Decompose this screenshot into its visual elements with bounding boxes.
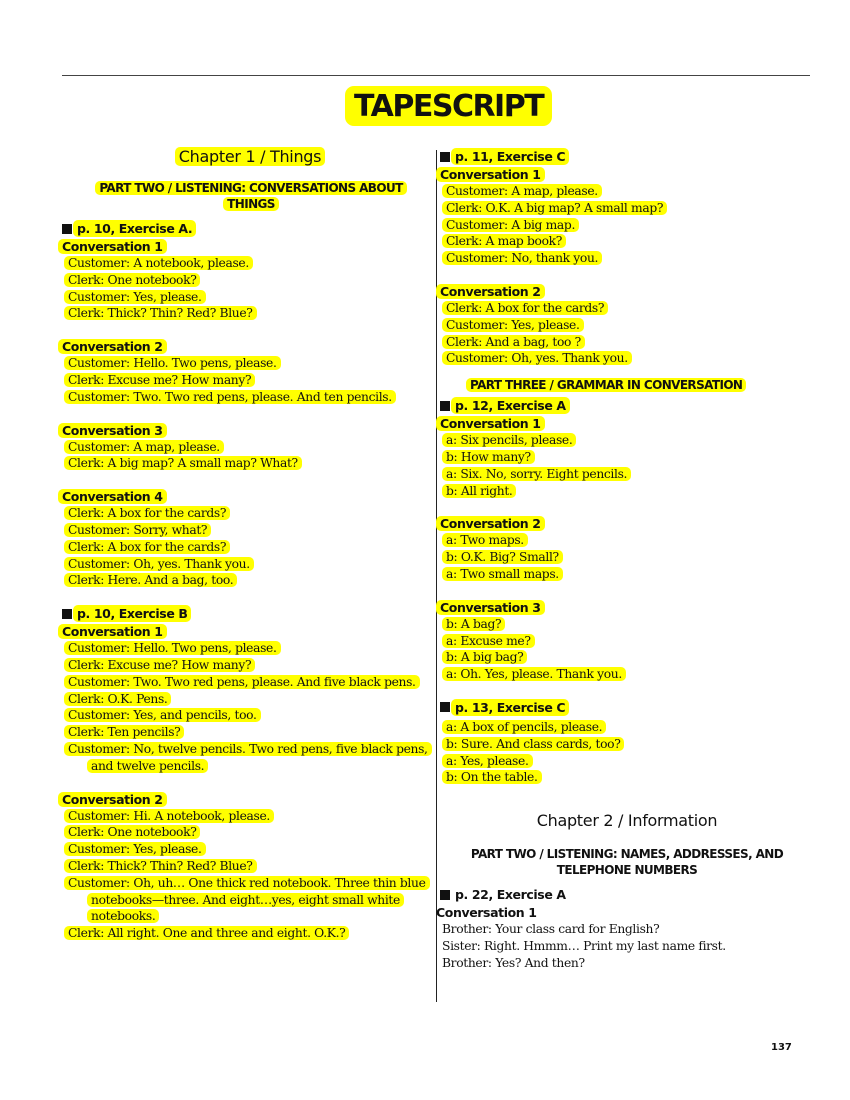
dialogue-line: Clerk: A box for the cards? — [61, 505, 434, 522]
dialogue-line: a: Oh. Yes, please. Thank you. — [439, 666, 800, 683]
dialogue-line: a: Yes, please. — [439, 753, 800, 770]
dialogue-line: Clerk: A box for the cards? — [61, 539, 434, 556]
conversation-title: Conversation 1 — [436, 905, 537, 921]
dialogue-line: Customer: Two. Two red pens, please. And five black pens. — [61, 674, 434, 691]
dialogue-line: Customer: A notebook, please. — [61, 255, 434, 272]
dialogue-line: Clerk: Here. And a bag, too. — [61, 572, 434, 589]
dialogue-line: b: A big bag? — [439, 649, 800, 666]
exercise-label: p. 10, Exercise A. — [73, 220, 196, 237]
dialogue-line: Clerk: A map book? — [439, 233, 800, 250]
dialogue-line: Clerk: One notebook? — [61, 824, 434, 841]
conversation — [62, 791, 434, 942]
conversation-title: Conversation 3 — [440, 599, 800, 616]
square-bullet-icon — [440, 890, 450, 900]
dialogue-line: Customer: No, twelve pencils. Two red pens, five black pens, and twelve pencils. — [61, 741, 434, 775]
dialogue-line: Clerk: Ten pencils? — [61, 724, 434, 741]
dialogue-line: Customer: Oh, yes. Thank you. — [439, 350, 800, 367]
dialogue-line: Customer: Hello. Two pens, please. — [61, 355, 434, 372]
dialogue-line: b: On the table. — [439, 769, 800, 786]
exercise-label: p. 22, Exercise A — [455, 887, 566, 903]
conversation — [62, 488, 434, 589]
dialogue-line: Customer: Yes, please. — [61, 841, 434, 858]
exercise-heading — [440, 886, 800, 903]
dialogue-line: Customer: Two. Two red pens, please. And ten pencils. — [61, 389, 434, 406]
square-bullet-icon — [440, 152, 450, 162]
exercise-label: p. 12, Exercise A — [451, 397, 570, 414]
chapter-title: Chapter 2 / Information — [536, 811, 718, 831]
exercise-a-conversations — [62, 238, 434, 589]
dialogue-line: Brother: Your class card for English? — [442, 922, 660, 937]
square-bullet-icon — [440, 702, 450, 712]
left-column — [62, 146, 434, 958]
chapter-heading — [440, 810, 800, 832]
part-heading — [470, 377, 800, 393]
conversation — [440, 166, 800, 267]
dialogue-line: Clerk: O.K. A big map? A small map? — [439, 200, 800, 217]
conversation-title: Conversation 2 — [62, 338, 434, 355]
conversation — [62, 422, 434, 473]
conversation-title: Conversation 2 — [440, 515, 800, 532]
exercise-label: p. 13, Exercise C — [451, 699, 569, 716]
dialogue-line: Clerk: Excuse me? How many? — [61, 657, 434, 674]
exercise-label: p. 10, Exercise B — [73, 605, 191, 622]
part-title: PART TWO / LISTENING: NAMES, ADDRESSES, AND TELEPHONE NUMBERS — [470, 847, 784, 878]
dialogue-line: Customer: Yes, please. — [439, 317, 800, 334]
conversation-title: Conversation 2 — [62, 791, 434, 808]
dialogue-line: a: Six. No, sorry. Eight pencils. — [439, 466, 800, 483]
conversation — [440, 415, 800, 499]
dialogue-line: Customer: Yes, and pencils, too. — [61, 707, 434, 724]
dialogue-line: Customer: Hi. A notebook, please. — [61, 808, 434, 825]
right-column — [436, 146, 800, 972]
dialogue-line: Clerk: Thick? Thin? Red? Blue? — [61, 305, 434, 322]
exercise-heading — [62, 605, 434, 622]
dialogue-line: Customer: Oh, yes. Thank you. — [61, 556, 434, 573]
dialogue-line: Clerk: A big map? A small map? What? — [61, 455, 434, 472]
square-bullet-icon — [62, 609, 72, 619]
exercise-12a-conversations — [440, 415, 800, 683]
square-bullet-icon — [440, 401, 450, 411]
dialogue-line: Customer: A map, please. — [61, 439, 434, 456]
dialogue-line: a: Six pencils, please. — [439, 432, 800, 449]
conversation-title: Conversation 1 — [440, 415, 800, 432]
dialogue-line: Clerk: Thick? Thin? Red? Blue? — [61, 858, 434, 875]
part-heading — [440, 846, 800, 878]
dialogue-line: Customer: A big map. — [439, 217, 800, 234]
conversation — [440, 515, 800, 582]
dialogue-line: Clerk: A box for the cards? — [439, 300, 800, 317]
chapter-title: Chapter 1 / Things — [175, 147, 325, 166]
conversation-title: Conversation 1 — [440, 166, 800, 183]
dialogue-line: Sister: Right. Hmmm… Print my last name first. — [442, 938, 726, 953]
dialogue-line: Clerk: O.K. Pens. — [61, 691, 434, 708]
conversation-title: Conversation 1 — [62, 623, 434, 640]
part-heading — [62, 180, 434, 212]
conversation — [62, 338, 434, 405]
conversation — [62, 623, 434, 774]
part-title: PART TWO / LISTENING: CONVERSATIONS ABOUT THINGS — [95, 181, 406, 211]
conversation — [440, 719, 800, 786]
dialogue-line: Customer: Sorry, what? — [61, 522, 434, 539]
dialogue-line: b: O.K. Big? Small? — [439, 549, 800, 566]
exercise-b-conversations — [62, 623, 434, 942]
exercise-c-conversations — [440, 166, 800, 367]
exercise-heading — [440, 699, 800, 716]
part-title: PART THREE / GRAMMAR IN CONVERSATION — [466, 378, 746, 392]
page-title: TAPESCRIPT — [345, 86, 552, 126]
dialogue-line: a: Two maps. — [439, 532, 800, 549]
dialogue-line: Customer: Yes, please. — [61, 289, 434, 306]
exercise-heading — [440, 397, 800, 414]
chapter-heading — [62, 146, 434, 168]
square-bullet-icon — [62, 224, 72, 234]
conversation-title: Conversation 1 — [62, 238, 434, 255]
top-rule — [62, 75, 810, 76]
column-divider — [436, 150, 437, 1002]
exercise-label: p. 11, Exercise C — [451, 148, 569, 165]
dialogue-line: Customer: A map, please. — [439, 183, 800, 200]
dialogue-line: b: All right. — [439, 483, 800, 500]
dialogue-line: b: A bag? — [439, 616, 800, 633]
dialogue-line: Customer: No, thank you. — [439, 250, 800, 267]
dialogue-line: a: A box of pencils, please. — [439, 719, 800, 736]
dialogue-line: Clerk: One notebook? — [61, 272, 434, 289]
dialogue-line: Customer: Hello. Two pens, please. — [61, 640, 434, 657]
conversation — [440, 599, 800, 683]
page-number: 137 — [771, 1042, 792, 1053]
dialogue-line: b: Sure. And class cards, too? — [439, 736, 800, 753]
dialogue-line: a: Excuse me? — [439, 633, 800, 650]
conversation-title: Conversation 2 — [440, 283, 800, 300]
conversation-title: Conversation 3 — [62, 422, 434, 439]
dialogue-line: Clerk: Excuse me? How many? — [61, 372, 434, 389]
conversation — [440, 283, 800, 367]
dialogue-line: Brother: Yes? And then? — [442, 955, 585, 970]
dialogue-line: Clerk: All right. One and three and eight. O.K.? — [61, 925, 434, 942]
exercise-heading — [440, 148, 800, 165]
dialogue-line: a: Two small maps. — [439, 566, 800, 583]
dialogue-line: b: How many? — [439, 449, 800, 466]
conversation — [62, 238, 434, 322]
exercise-heading — [62, 220, 434, 237]
dialogue-line: Clerk: And a bag, too ? — [439, 334, 800, 351]
dialogue-line: Customer: Oh, uh… One thick red notebook. Three thin blue notebooks—three. And eight…yes, eight small white notebooks. — [61, 875, 434, 925]
conversation-title: Conversation 4 — [62, 488, 434, 505]
